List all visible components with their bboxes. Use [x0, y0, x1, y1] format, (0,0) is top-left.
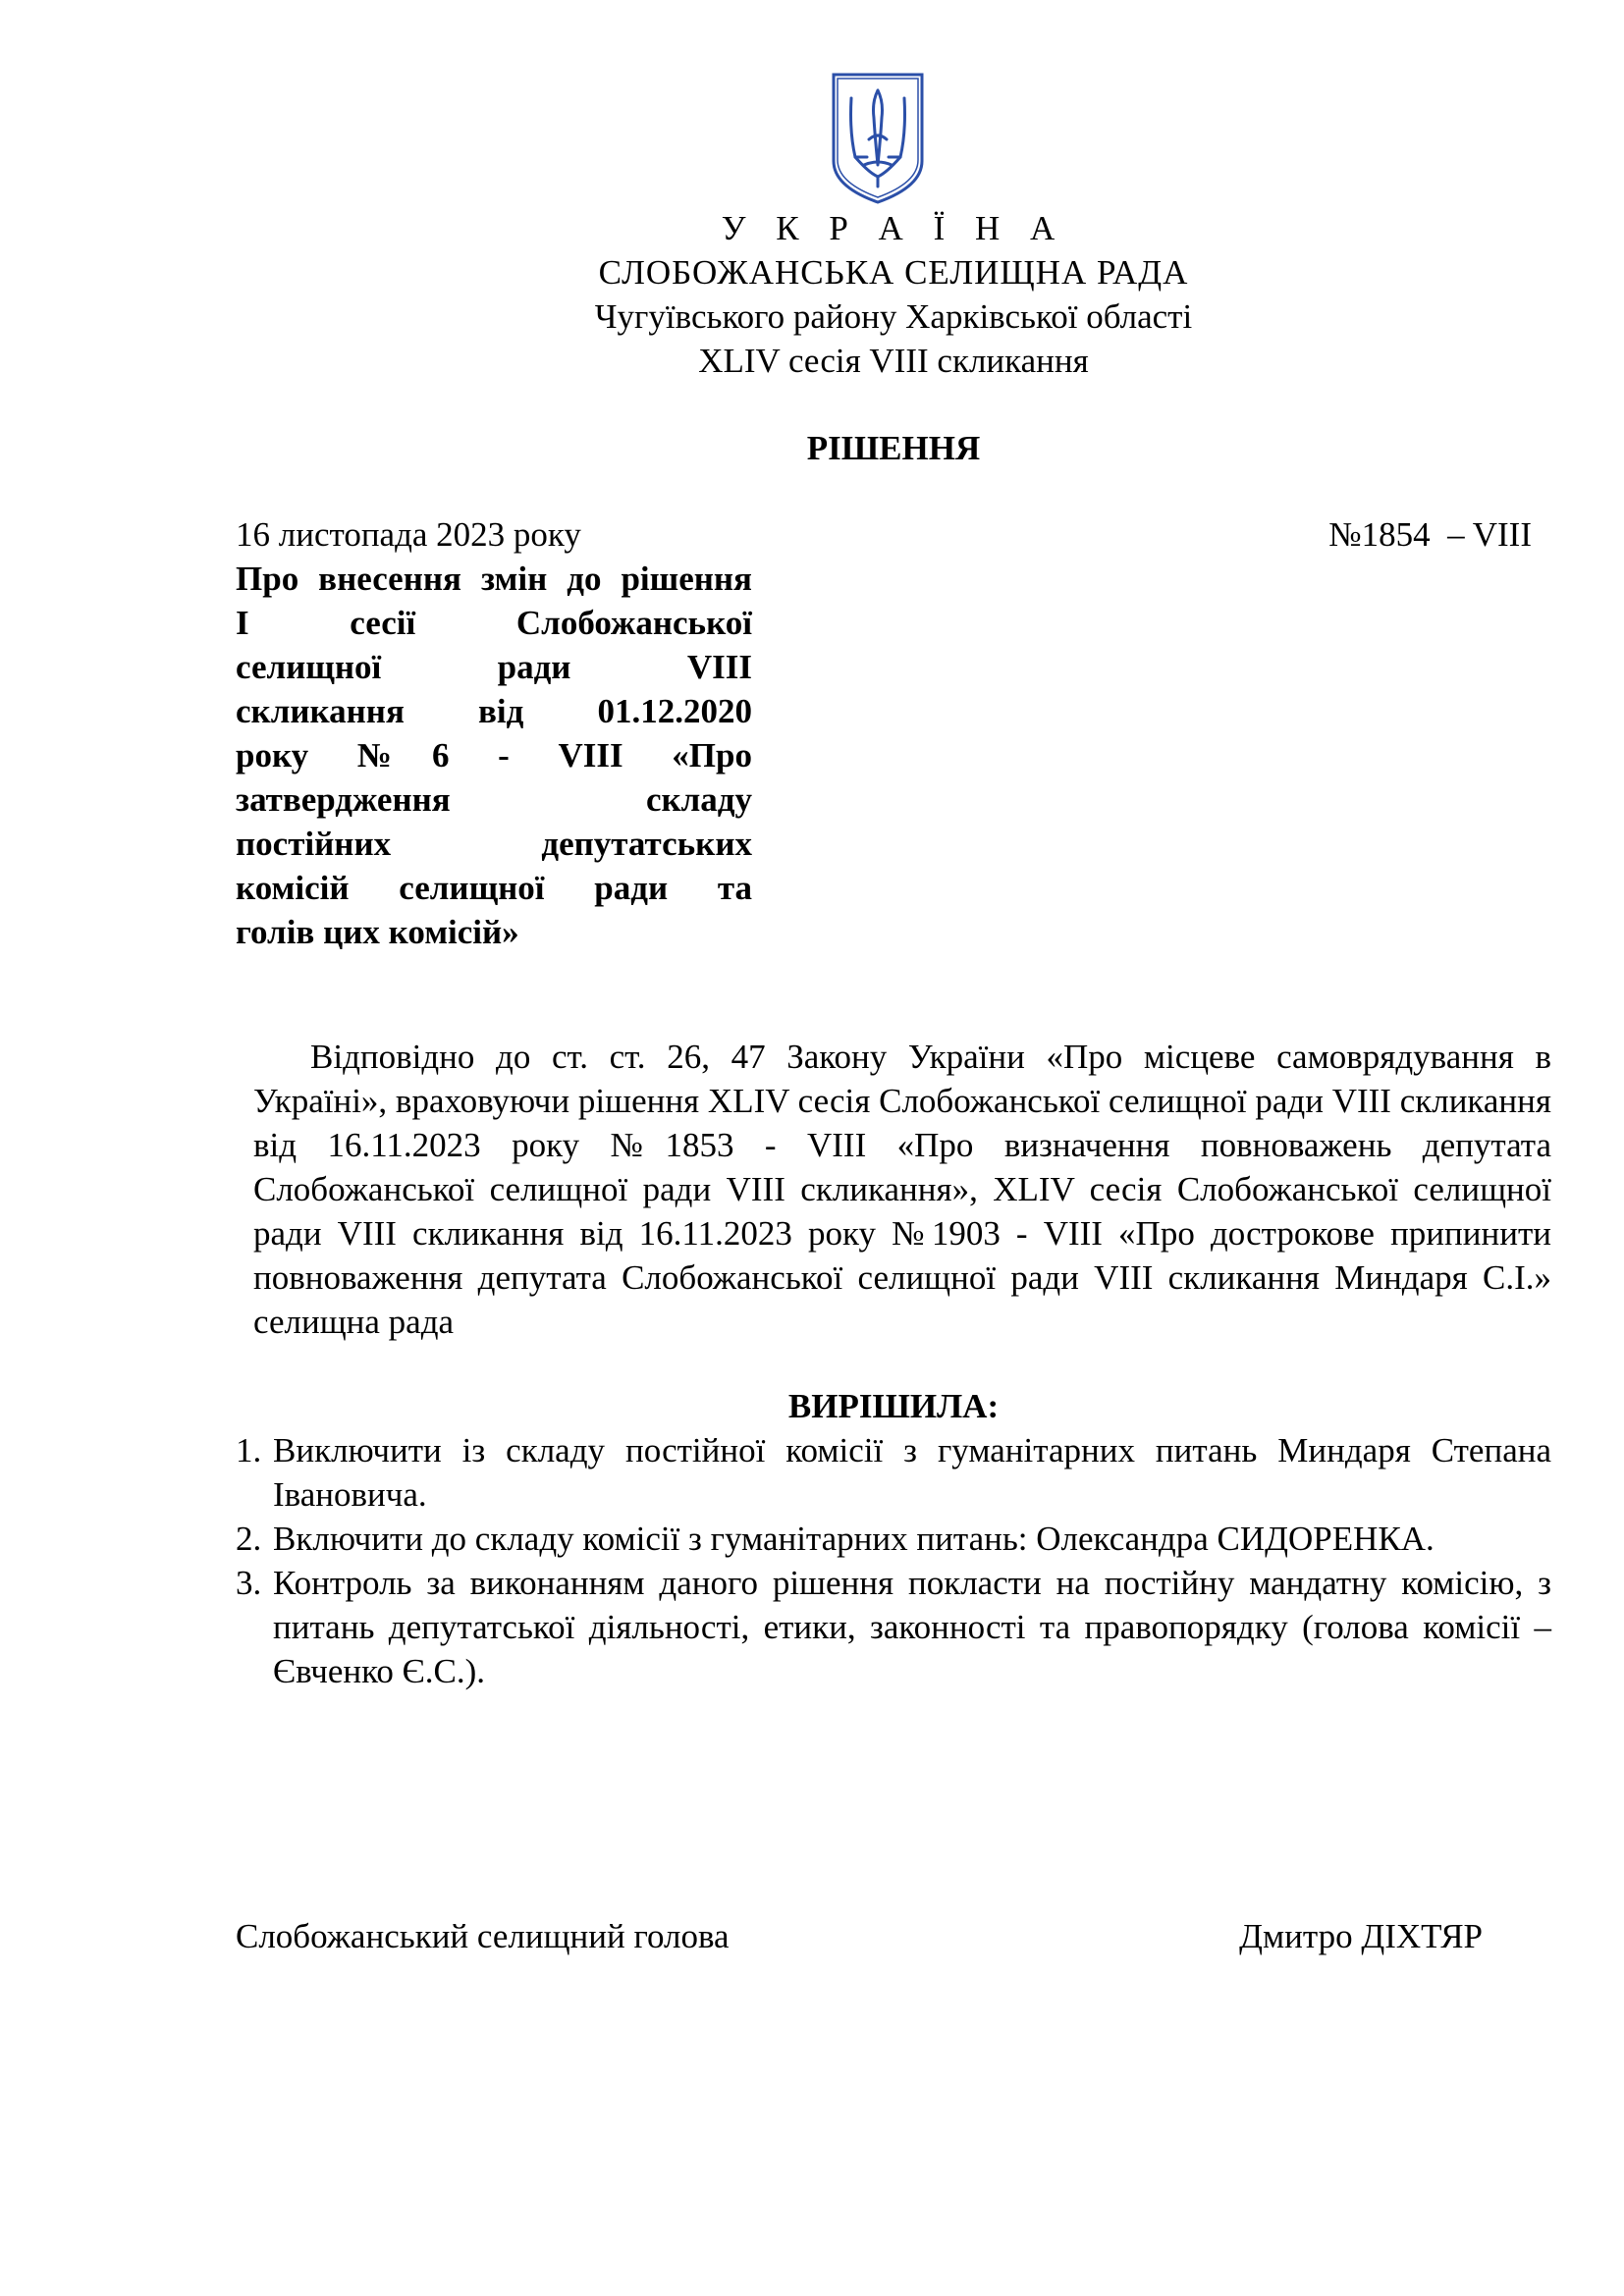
- district-heading: Чугуївського району Харківської області: [594, 297, 1193, 336]
- resolution-item: [236, 1428, 1551, 1517]
- item-number: 2.: [236, 1520, 262, 1558]
- subject-line: затвердження складу: [236, 780, 752, 819]
- signature-position: Слобожанський селищний голова: [236, 1917, 730, 1955]
- item-number: 1.: [236, 1431, 262, 1469]
- session-heading: XLIV сесія VIII скликання: [698, 342, 1089, 380]
- subject-line: селищної ради VIIІ: [236, 648, 752, 686]
- signature-name: Дмитро ДІХТЯР: [1239, 1917, 1483, 1955]
- subject-line: скликання від 01.12.2020: [236, 692, 752, 730]
- resolved-heading: ВИРІШИЛА:: [787, 1387, 1000, 1425]
- resolution-items: [236, 1428, 1551, 1693]
- document-title: РІШЕННЯ: [806, 429, 981, 467]
- resolution-item: [236, 1561, 1551, 1693]
- decision-subject: [236, 557, 752, 954]
- subject-line: комісій селищної ради та: [236, 869, 752, 907]
- subject-line: голів цих комісій»: [236, 913, 519, 951]
- subject-line: постійних депутатських: [236, 825, 752, 863]
- subject-line: І сесії Слобожанської: [236, 604, 752, 642]
- item-text: Контроль за виконанням даного рішення покласти на постійну мандатну комісію, з питань депутатської діяльності, етики, законності та правопорядку (голова комісії – Євченко Є.С.).: [273, 1564, 1551, 1690]
- decision-number: №1854 – VIII: [1328, 515, 1532, 554]
- resolution-item: [236, 1517, 1551, 1561]
- tryzub-coat-of-arms-icon: [830, 71, 926, 206]
- item-text: Виключити із складу постійної комісії з гуманітарних питань Миндаря Степана Івановича.: [273, 1431, 1551, 1514]
- country-heading: У К Р А Ї Н А: [721, 209, 1066, 247]
- council-heading: СЛОБОЖАНСЬКА СЕЛИЩНА РАДА: [598, 253, 1189, 292]
- preamble-paragraph: Відповідно до ст. ст. 26, 47 Закону України «Про місцеве самоврядування в Україні», враховуючи рішення XLIV сесія Слобожанської селищної ради VIII скликання від 16.11.2023 року №1853 - VIII «Про визначення повноважень депутата Слобожанської селищної ради VIII скликання», XLIV сесія Слобожанської селищної ради VIII скликання від 16.11.2023 року №1903 - VIII «Про дострокове припинити повноваження депутата Слобожанської селищної ради VIII скликання Миндаря С.І.» селищна рада: [253, 1038, 1551, 1341]
- decision-date: 16 листопада 2023 року: [236, 515, 581, 554]
- subject-line: року №6 - VIII «Про: [236, 736, 752, 774]
- item-number: 3.: [236, 1564, 262, 1602]
- subject-line: Про внесення змін до рішення: [236, 560, 752, 598]
- item-text: Включити до складу комісії з гуманітарних питань: Олександра СИДОРЕНКА.: [273, 1520, 1435, 1558]
